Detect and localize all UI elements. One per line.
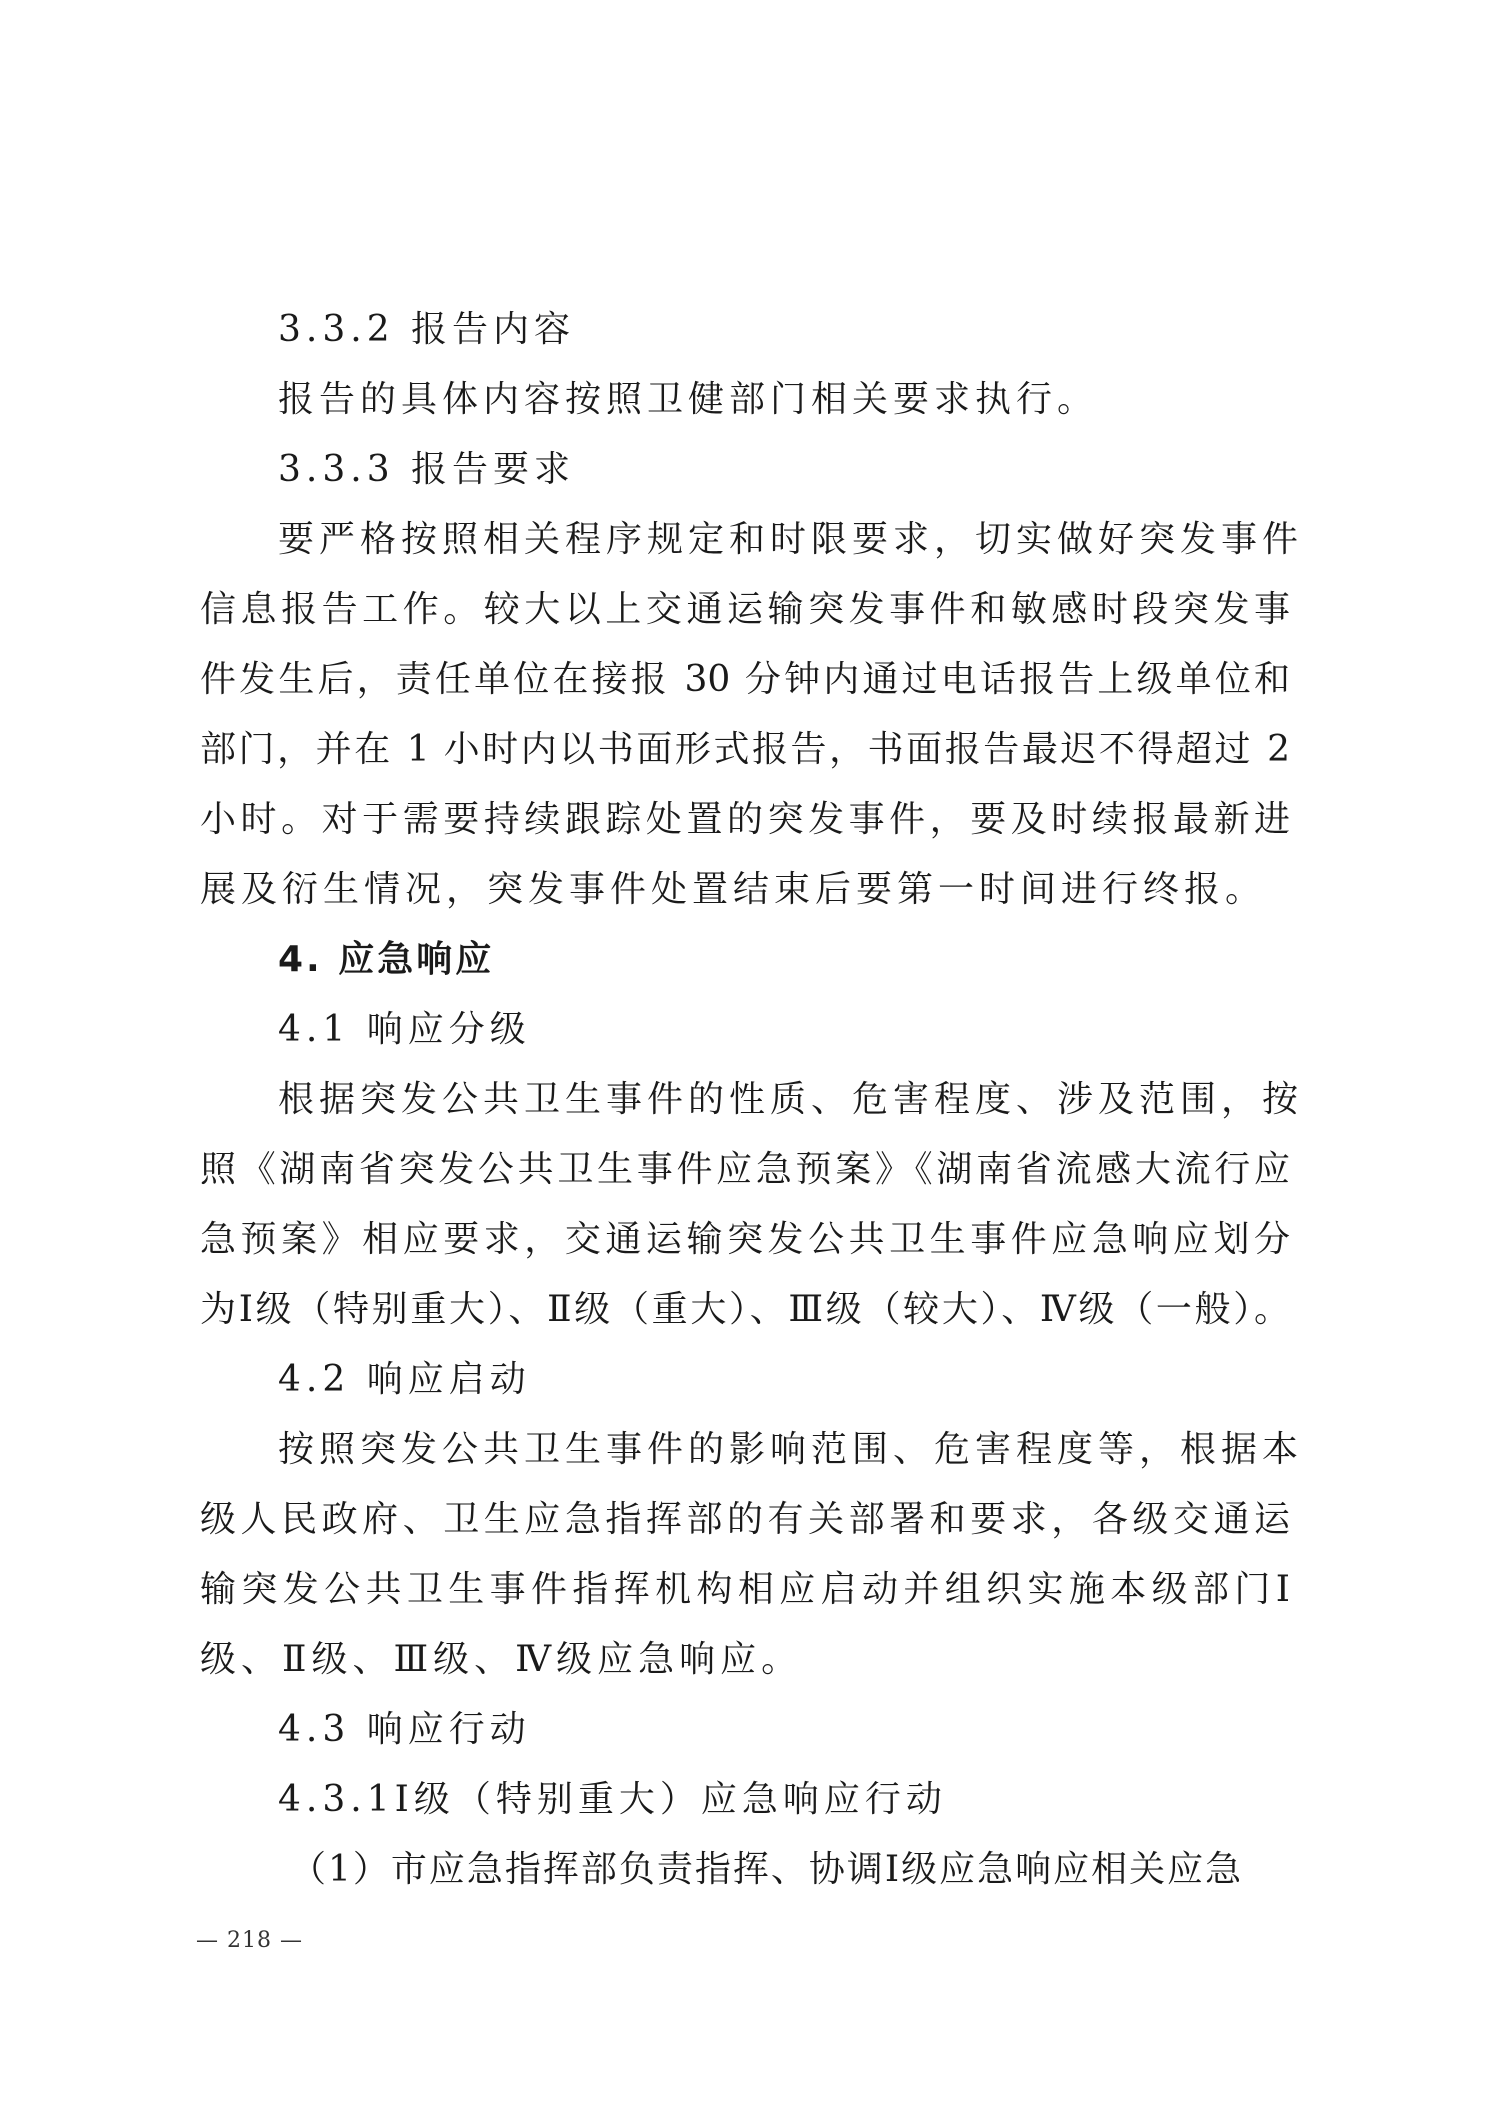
paragraph-line: 为Ⅰ级（特别重大）、Ⅱ级（重大）、Ⅲ级（较大）、Ⅳ级（一般）。 bbox=[200, 1289, 1290, 1330]
paragraph-line: 按照突发公共卫生事件的影响范围、危害程度等，根据本 bbox=[278, 1429, 1304, 1470]
paragraph-line: 急预案》相应要求，交通运输突发公共卫生事件应急响应划分 bbox=[200, 1219, 1290, 1260]
paragraph-line: 小时。对于需要持续跟踪处置的突发事件，要及时续报最新进 bbox=[200, 799, 1290, 840]
heading-3-3-3: 3.3.3 报告要求 bbox=[278, 449, 576, 490]
heading-4-3: 4.3 响应行动 bbox=[278, 1709, 531, 1750]
paragraph-line: 部门，并在 1 小时内以书面形式报告，书面报告最迟不得超过 2 bbox=[200, 729, 1290, 770]
paragraph-line: 展及衍生情况，突发事件处置结束后要第一时间进行终报。 bbox=[200, 869, 1267, 910]
heading-4-1: 4.1 响应分级 bbox=[278, 1009, 531, 1050]
heading-3-3-2: 3.3.2 报告内容 bbox=[278, 309, 576, 350]
paragraph-line: （1）市应急指挥部负责指挥、协调Ⅰ级应急响应相关应急 bbox=[290, 1849, 1244, 1890]
heading-4-3-1: 4.3.1Ⅰ级（特别重大）应急响应行动 bbox=[278, 1779, 947, 1820]
paragraph-line: 输突发公共卫生事件指挥机构相应启动并组织实施本级部门Ⅰ bbox=[200, 1569, 1290, 1610]
paragraph-line: 信息报告工作。较大以上交通运输突发事件和敏感时段突发事 bbox=[200, 589, 1290, 630]
paragraph-line: 级人民政府、卫生应急指挥部的有关部署和要求，各级交通运 bbox=[200, 1499, 1290, 1540]
paragraph-line: 级、Ⅱ级、Ⅲ级、Ⅳ级应急响应。 bbox=[200, 1639, 803, 1680]
page-number: — 218 — bbox=[196, 1928, 303, 1953]
heading-4: 4. 应急响应 bbox=[278, 939, 495, 980]
heading-4-2: 4.2 响应启动 bbox=[278, 1359, 531, 1400]
paragraph-line: 根据突发公共卫生事件的性质、危害程度、涉及范围，按 bbox=[278, 1079, 1304, 1120]
paragraph-line: 要严格按照相关程序规定和时限要求，切实做好突发事件 bbox=[278, 519, 1304, 560]
paragraph-line: 照《湖南省突发公共卫生事件应急预案》《湖南省流感大流行应 bbox=[200, 1149, 1290, 1190]
paragraph-line: 件发生后，责任单位在接报 30 分钟内通过电话报告上级单位和 bbox=[200, 659, 1290, 700]
paragraph: 报告的具体内容按照卫健部门相关要求执行。 bbox=[278, 379, 1099, 420]
